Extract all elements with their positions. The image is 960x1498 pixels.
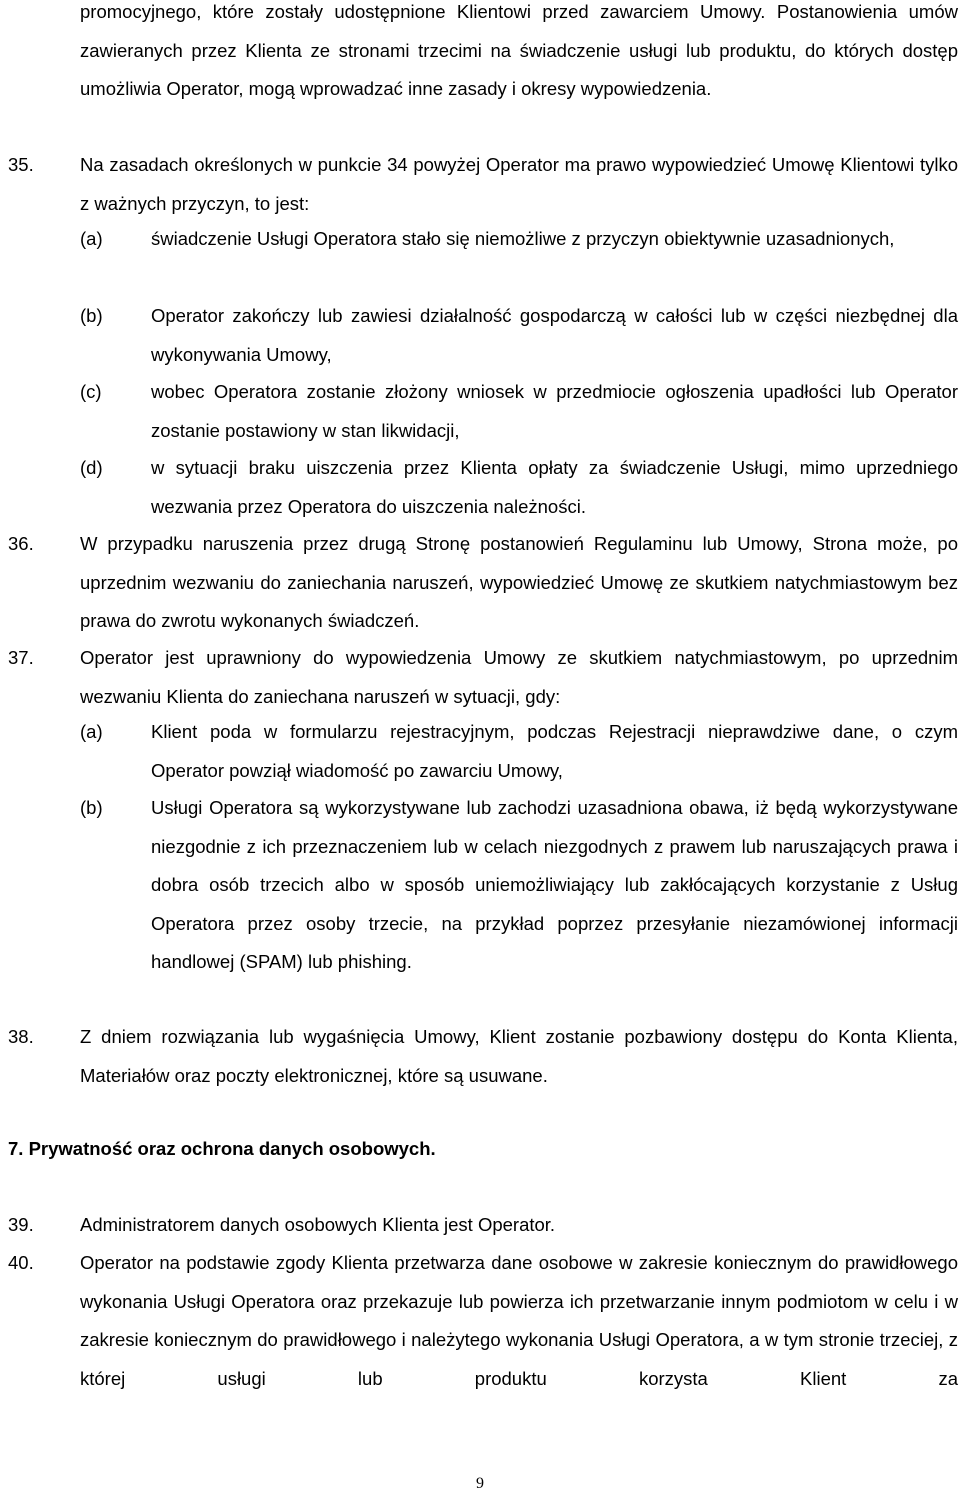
subitem-text-35d: w sytuacji braku uiszczenia przez Klienta opłaty za świadczenie Usługi, mimo uprzedniego wezwania przez Operatora do uiszczenia należności. [151, 457, 958, 517]
item-text-35: Na zasadach określonych w punkcie 34 powyżej Operator ma prawo wypowiedzieć Umowę Klientowi tylko z ważnych przyczyn, to jest: [80, 154, 958, 214]
subitem-label-35a: (a) [80, 228, 103, 249]
item-number-35: 35. [8, 154, 34, 175]
subitem-text-35a: świadczenie Usługi Operatora stało się niemożliwe z przyczyn obiektywnie uzasadnionych, [151, 228, 895, 249]
item-number-40: 40. [8, 1252, 34, 1273]
subitem-text-35b: Operator zakończy lub zawiesi działalność gospodarczą w całości lub w części niezbędnej dla wykonywania Umowy, [151, 305, 958, 365]
subitem-label-35b: (b) [80, 305, 103, 326]
subitem-label-35d: (d) [80, 457, 103, 478]
item-text-40: Operator na podstawie zgody Klienta przetwarza dane osobowe w zakresie koniecznym do prawidłowego wykonania Usługi Operatora oraz przekazuje lub powierza ich przetwarzanie innym podmiotom w celu i w zakresie koniecznym do prawidłowego i należytego wykonania Usługi Operatora, a w tym stronie trzeciej, z której usługi lub produktu korzysta Klient za [80, 1252, 958, 1389]
item-text-38: Z dniem rozwiązania lub wygaśnięcia Umowy, Klient zostanie pozbawiony dostępu do Konta Klienta, Materiałów oraz poczty elektronicznej, które są usuwane. [80, 1026, 958, 1086]
item-text-39: Administratorem danych osobowych Klienta jest Operator. [80, 1214, 556, 1235]
item-number-38: 38. [8, 1026, 34, 1047]
page-number: 9 [476, 1475, 484, 1492]
subitem-text-37a: Klient poda w formularzu rejestracyjnym, podczas Rejestracji nieprawdziwe dane, o czym Operator powziął wiadomość po zawarciu Umowy, [151, 721, 958, 781]
item-text-36: W przypadku naruszenia przez drugą Stronę postanowień Regulaminu lub Umowy, Strona może, po uprzednim wezwaniu do zaniechania naruszeń, wypowiedzieć Umowę ze skutkiem natychmiastowym bez prawa do zwrotu wykonanych świadczeń. [80, 533, 958, 631]
section-heading: 7. Prywatność oraz ochrona danych osobowych. [8, 1138, 436, 1159]
subitem-text-37b: Usługi Operatora są wykorzystywane lub zachodzi uzasadniona obawa, iż będą wykorzystywane niezgodnie z ich przeznaczeniem lub w celach niezgodnych z prawem lub naruszających prawa i dobra osób trzecich albo w sposób uniemożliwiający lub zakłócających korzystanie z Usług Operatora przez osoby trzecie, na przykład poprzez przesyłanie niezamówionej informacji handlowej (SPAM) lub phishing. [151, 797, 958, 972]
subitem-label-37b: (b) [80, 797, 103, 818]
item-number-36: 36. [8, 533, 34, 554]
intro-paragraph: promocyjnego, które zostały udostępnione Klientowi przed zawarciem Umowy. Postanowienia umów zawieranych przez Klienta ze stronami trzecimi na świadczenie usługi lub produktu, do których dostęp umożliwia Operator, mogą wprowadzać inne zasady i okresy wypowiedzenia. [80, 1, 958, 99]
item-text-37: Operator jest uprawniony do wypowiedzenia Umowy ze skutkiem natychmiastowym, po uprzednim wezwaniu Klienta do zaniechana naruszeń w sytuacji, gdy: [80, 647, 958, 707]
item-number-39: 39. [8, 1214, 34, 1235]
item-number-37: 37. [8, 647, 34, 668]
subitem-text-35c: wobec Operatora zostanie złożony wniosek w przedmiocie ogłoszenia upadłości lub Operator zostanie postawiony w stan likwidacji, [151, 381, 958, 441]
subitem-label-35c: (c) [80, 381, 102, 402]
subitem-label-37a: (a) [80, 721, 103, 742]
